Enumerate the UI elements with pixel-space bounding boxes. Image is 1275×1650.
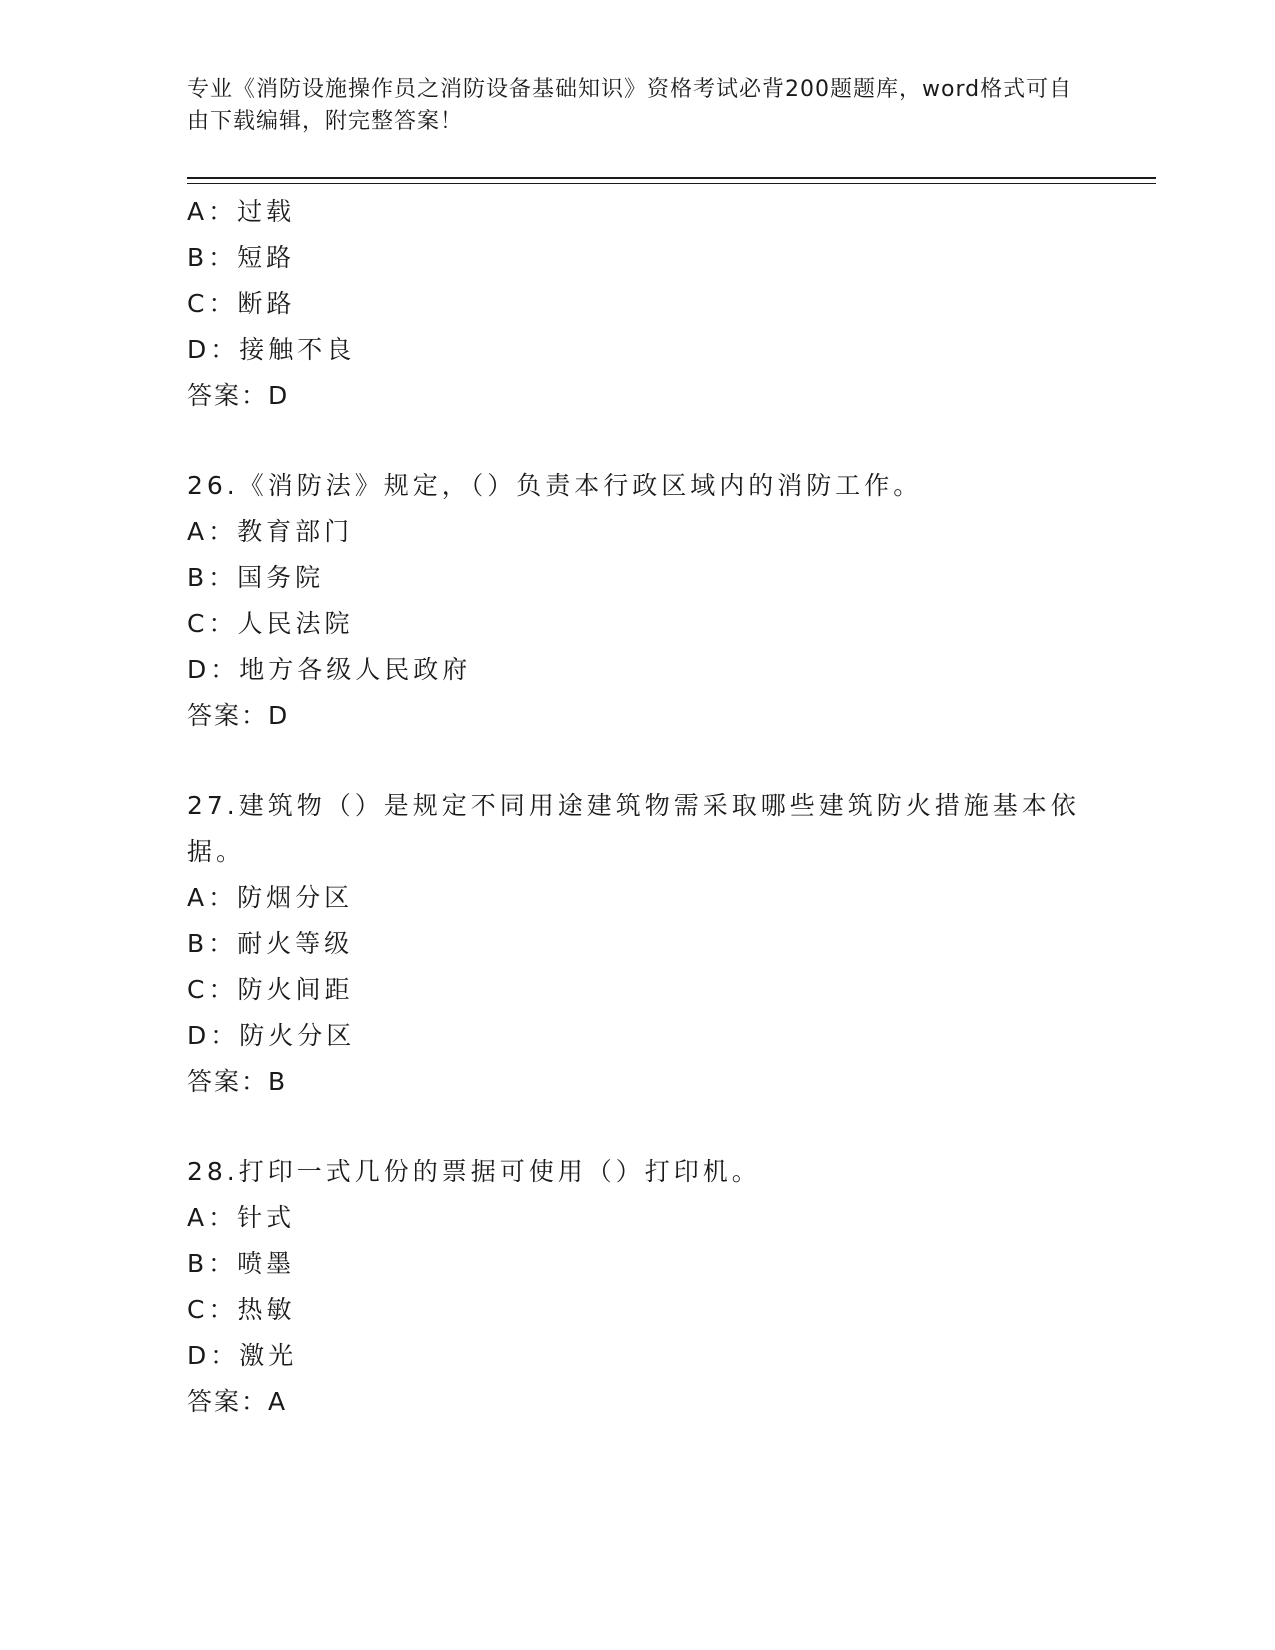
- question-text: 28.打印一式几份的票据可使用（）打印机。: [187, 1157, 761, 1186]
- spacer: [187, 419, 1127, 463]
- header-divider-thick: [187, 177, 1156, 179]
- question-text: 26.《消防法》规定，（）负责本行政区域内的消防工作。: [187, 471, 923, 500]
- option-a: A：过载: [187, 197, 296, 226]
- header-divider-thin: [187, 183, 1156, 184]
- question-block-prev: [187, 189, 1127, 419]
- answer-line: 答案：A: [187, 1387, 288, 1416]
- option-b: B：国务院: [187, 563, 325, 592]
- document-header: 专业《消防设施操作员之消防设备基础知识》资格考试必背200题题库，word格式可自由下载编辑，附完整答案！: [187, 77, 1073, 134]
- option-c: C：热敏: [187, 1295, 296, 1324]
- question-list: [187, 189, 1127, 1425]
- option-b: B：耐火等级: [187, 929, 354, 958]
- answer-line: 答案：B: [187, 1067, 288, 1096]
- question-block-28: [187, 1149, 1127, 1425]
- option-d: D：防火分区: [187, 1021, 356, 1050]
- spacer: [187, 739, 1127, 783]
- option-d: D：地方各级人民政府: [187, 655, 472, 684]
- answer-line: 答案：D: [187, 701, 290, 730]
- option-b: B：短路: [187, 243, 296, 272]
- question-block-26: [187, 463, 1127, 739]
- option-d: D：接触不良: [187, 335, 356, 364]
- spacer: [187, 1105, 1127, 1149]
- option-a: A：教育部门: [187, 517, 354, 546]
- answer-line: 答案：D: [187, 381, 290, 410]
- option-a: A：针式: [187, 1203, 296, 1232]
- question-text: 27.建筑物（）是规定不同用途建筑物需采取哪些建筑防火措施基本依据。: [187, 791, 1080, 866]
- option-c: C：断路: [187, 289, 296, 318]
- question-block-27: [187, 783, 1127, 1105]
- option-c: C：人民法院: [187, 609, 354, 638]
- option-d: D：激光: [187, 1341, 298, 1370]
- option-c: C：防火间距: [187, 975, 354, 1004]
- option-b: B：喷墨: [187, 1249, 296, 1278]
- option-a: A：防烟分区: [187, 883, 354, 912]
